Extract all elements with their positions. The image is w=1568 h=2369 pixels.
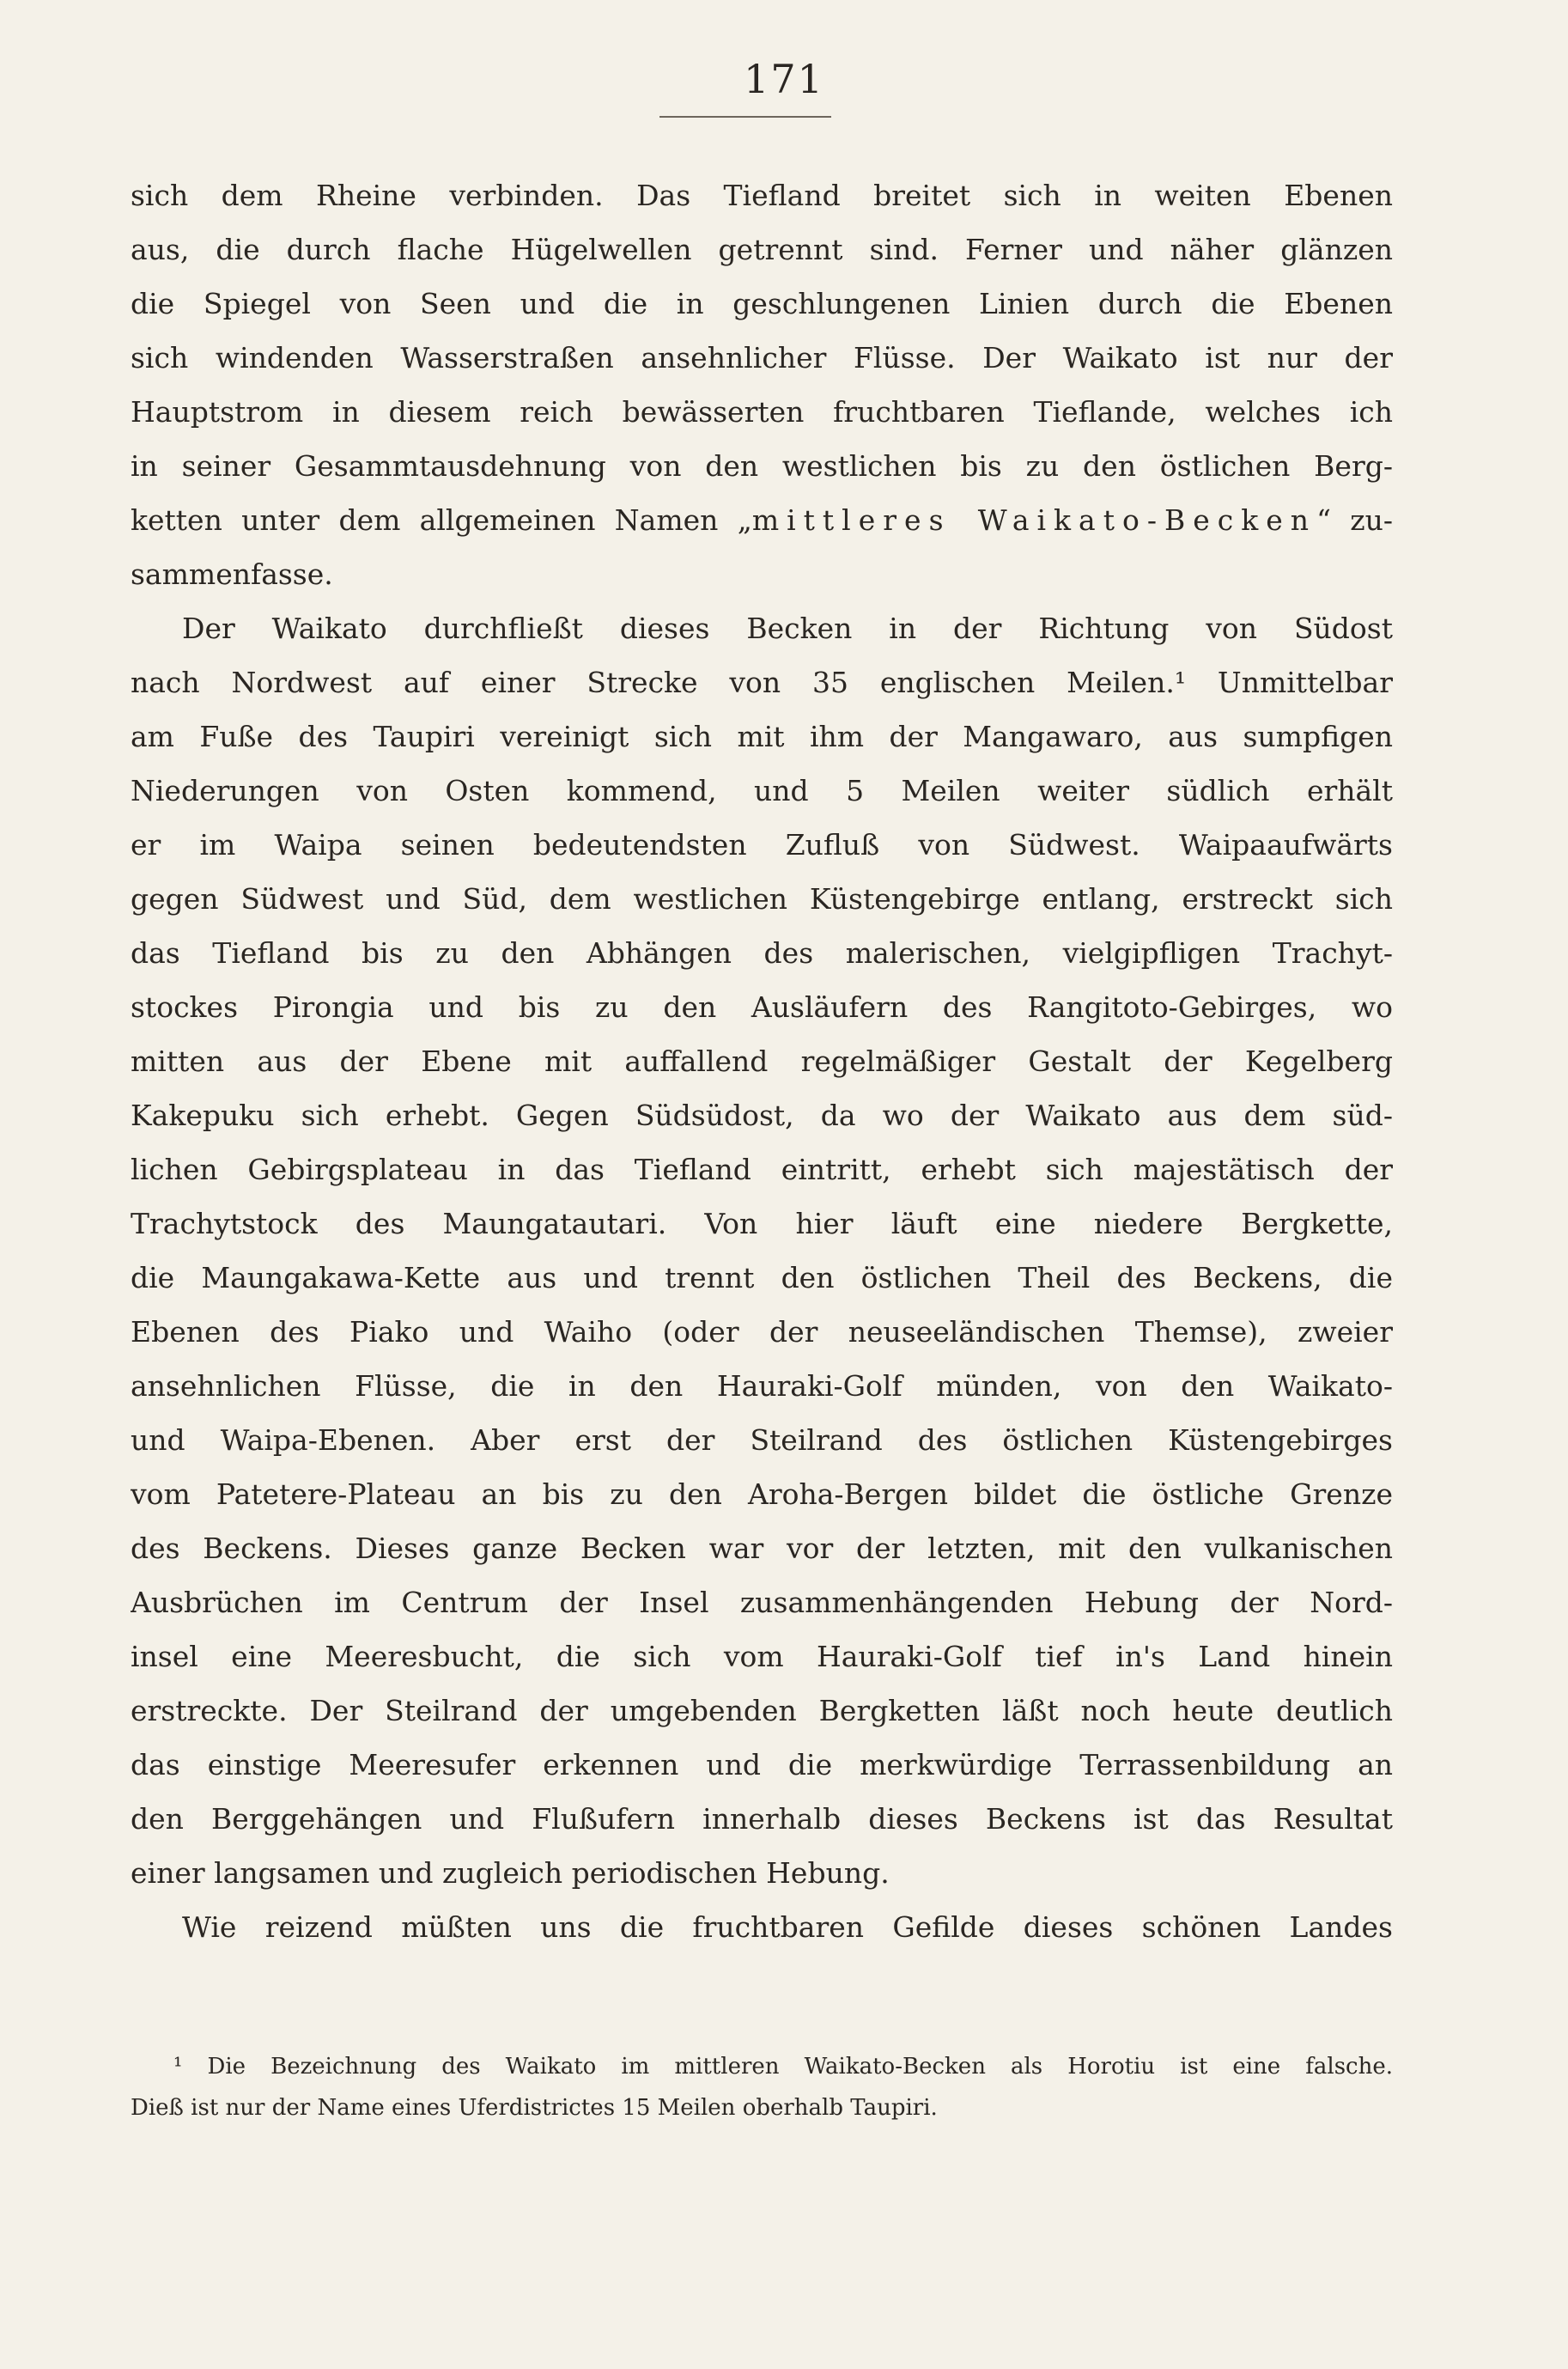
footnote-line: Dieß ist nur der Name eines Uferdistrictes 15 Meilen oberhalb Taupiri. <box>131 2095 938 2121</box>
text-line: Wie reizend müßten uns die fruchtbaren Gefilde dieses schönen Landes <box>182 1910 1393 1944</box>
text-line: sich dem Rheine verbinden. Das Tiefland breitet sich in weiten Ebenen <box>131 179 1393 212</box>
text-line: vom Patetere-Plateau an bis zu den Aroha-Bergen bildet die östliche Grenze <box>131 1477 1393 1511</box>
text-line: am Fuße des Taupiri vereinigt sich mit ihm der Mangawaro, aus sumpfigen <box>131 720 1393 753</box>
text-line: ansehnlichen Flüsse, die in den Hauraki-Golf münden, von den Waikato- <box>131 1369 1393 1403</box>
text-line: stockes Pirongia und bis zu den Ausläufern des Rangitoto-Gebirges, wo <box>131 990 1393 1024</box>
text-line: mitten aus der Ebene mit auffallend regelmäßiger Gestalt der Kegelberg <box>131 1044 1393 1078</box>
text-line: Kakepuku sich erhebt. Gegen Südsüdost, da wo der Waikato aus dem süd- <box>131 1099 1393 1132</box>
text-line: den Berggehängen und Flußufern innerhalb dieses Beckens ist das Resultat <box>131 1802 1393 1836</box>
text-line: aus, die durch flache Hügelwellen getrennt sind. Ferner und näher glänzen <box>131 233 1393 266</box>
text-line: und Waipa-Ebenen. Aber erst der Steilrand des östlichen Küstengebirges <box>131 1423 1393 1457</box>
text-line: insel eine Meeresbucht, die sich vom Hauraki-Golf tief in's Land hinein <box>131 1640 1393 1673</box>
text-line: sich windenden Wasserstraßen ansehnlicher Flüsse. Der Waikato ist nur der <box>131 341 1393 375</box>
text-line: das Tiefland bis zu den Abhängen des malerischen, vielgipfligen Trachyt- <box>131 936 1393 970</box>
text-line: das einstige Meeresufer erkennen und die merkwürdige Terrassenbildung an <box>131 1748 1393 1781</box>
page-number: 171 <box>744 56 824 102</box>
text-line: Ebenen des Piako und Waiho (oder der neuseeländischen Themse), zweier <box>131 1315 1393 1349</box>
text-run: ketten unter dem allgemeinen Namen „ <box>131 503 752 537</box>
footnotes <box>131 2046 1393 2128</box>
text-line: die Maungakawa-Kette aus und trennt den östlichen Theil des Beckens, die <box>131 1261 1393 1294</box>
text-line: Ausbrüchen im Centrum der Insel zusammenhängenden Hebung der Nord- <box>131 1586 1393 1619</box>
text-line: des Beckens. Dieses ganze Becken war vor der letzten, mit den vulkanischen <box>131 1532 1393 1565</box>
text-line: nach Nordwest auf einer Strecke von 35 englischen Meilen.¹ Unmittelbar <box>131 666 1393 699</box>
text-line: Trachytstock des Maungatautari. Von hier läuft eine niedere Bergkette, <box>131 1207 1393 1240</box>
text-line: Der Waikato durchfließt dieses Becken in der Richtung von Südost <box>182 612 1393 645</box>
text-line: Niederungen von Osten kommend, und 5 Meilen weiter südlich erhält <box>131 774 1393 807</box>
body-text <box>131 168 1393 1954</box>
footnote-line: ¹ Die Bezeichnung des Waikato im mittleren Waikato-Becken als Horotiu ist eine falsche. <box>173 2054 1393 2080</box>
text-line <box>131 493 1393 547</box>
header-rule <box>659 116 831 118</box>
text-run: “ zu- <box>1316 503 1393 537</box>
text-line: lichen Gebirgsplateau in das Tiefland eintritt, erhebt sich majestätisch der <box>131 1153 1393 1186</box>
text-line: gegen Südwest und Süd, dem westlichen Küstengebirge entlang, erstreckt sich <box>131 882 1393 916</box>
text-line: in seiner Gesammtausdehnung von den westlichen bis zu den östlichen Berg- <box>131 449 1393 483</box>
text-line: Hauptstrom in diesem reich bewässerten fruchtbaren Tieflande, welches ich <box>131 395 1393 429</box>
spaced-term: mittleres Waikato-Becken <box>751 503 1317 537</box>
text-line: er im Waipa seinen bedeutendsten Zufluß von Südwest. Waipaaufwärts <box>131 828 1393 862</box>
text-line: einer langsamen und zugleich periodischen Hebung. <box>131 1856 890 1890</box>
text-line: erstreckte. Der Steilrand der umgebenden Bergketten läßt noch heute deutlich <box>131 1694 1393 1727</box>
text-line: die Spiegel von Seen und die in geschlungenen Linien durch die Ebenen <box>131 287 1393 320</box>
text-line: sammenfasse. <box>131 557 333 591</box>
